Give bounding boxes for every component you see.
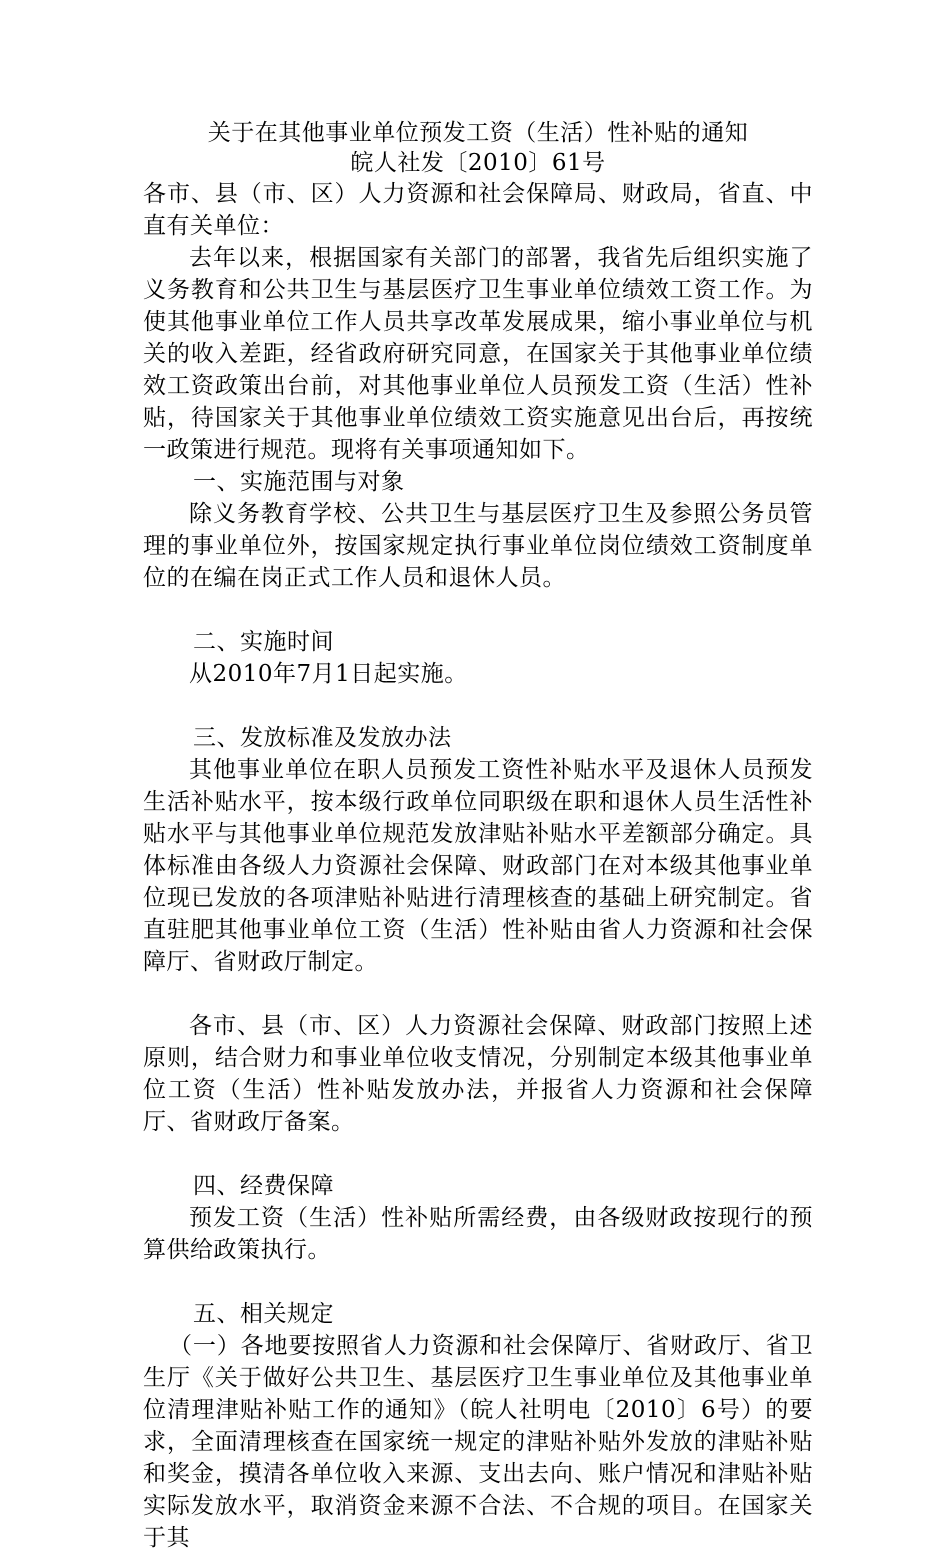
document-page bbox=[143, 118, 813, 1554]
section-regulations-paragraph-1: （一）各地要按照省人力资源和社会保障厅、省财政厅、省卫生厅《关于做好公共卫生、基层医疗卫生事业单位及其他事业单位清理津贴补贴工作的通知》（皖人社明电〔2010〕6号）的要求，全面清理核查在国家统一规定的津贴补贴外发放的津贴补贴和奖金，摸清各单位收入来源、支出去向、账户情况和津贴补贴实际发放水平，取消资金来源不合法、不合规的项目。在国家关于其 bbox=[143, 1333, 813, 1551]
section-standards-paragraph-1: 其他事业单位在职人员预发工资性补贴水平及退休人员预发生活补贴水平，按本级行政单位同职级在职和退休人员生活性补贴水平与其他事业单位规范发放津贴补贴水平差额部分确定。具体标准由各级人力资源社会保障、财政部门在对本级其他事业单位现已发放的各项津贴补贴进行清理核查的基础上研究制定。省直驻肥其他事业单位工资（生活）性补贴由省人力资源和社会保障厅、省财政厅制定。 bbox=[143, 757, 813, 975]
document-title: 关于在其他事业单位预发工资（生活）性补贴的通知 bbox=[207, 120, 749, 146]
spacer bbox=[143, 1138, 813, 1170]
section-heading-regulations: 五、相关规定 bbox=[193, 1301, 334, 1327]
spacer bbox=[143, 1266, 813, 1298]
spacer bbox=[143, 594, 813, 626]
section-heading-time: 二、实施时间 bbox=[193, 629, 334, 655]
section-heading-scope: 一、实施范围与对象 bbox=[193, 469, 405, 495]
section-scope-paragraph: 除义务教育学校、公共卫生与基层医疗卫生及参照公务员管理的事业单位外，按国家规定执行事业单位岗位绩效工资制度单位的在编在岗正式工作人员和退休人员。 bbox=[143, 501, 813, 591]
section-funding-paragraph: 预发工资（生活）性补贴所需经费，由各级财政按现行的预算供给政策执行。 bbox=[143, 1205, 813, 1263]
intro-paragraph: 去年以来，根据国家有关部门的部署，我省先后组织实施了义务教育和公共卫生与基层医疗卫生事业单位绩效工资工作。为使其他事业单位工作人员共享改革发展成果，缩小事业单位与机关的收入差距，经省政府研究同意，在国家关于其他事业单位绩效工资政策出台前，对其他事业单位人员预发工资（生活）性补贴，待国家关于其他事业单位绩效工资实施意见出台后，再按统一政策进行规范。现将有关事项通知如下。 bbox=[143, 245, 813, 463]
section-standards-paragraph-2: 各市、县（市、区）人力资源社会保障、财政部门按照上述原则，结合财力和事业单位收支情况，分别制定本级其他事业单位工资（生活）性补贴发放办法，并报省人力资源和社会保障厅、省财政厅备案。 bbox=[143, 1013, 813, 1135]
spacer bbox=[143, 690, 813, 722]
section-heading-standards: 三、发放标准及发放办法 bbox=[193, 725, 452, 751]
document-number: 皖人社发〔2010〕61号 bbox=[350, 150, 606, 176]
section-heading-funding: 四、经费保障 bbox=[193, 1173, 334, 1199]
section-time-paragraph: 从2010年7月1日起实施。 bbox=[189, 661, 468, 687]
spacer bbox=[143, 978, 813, 1010]
addressee: 各市、县（市、区）人力资源和社会保障局、财政局，省直、中直有关单位： bbox=[143, 181, 813, 239]
